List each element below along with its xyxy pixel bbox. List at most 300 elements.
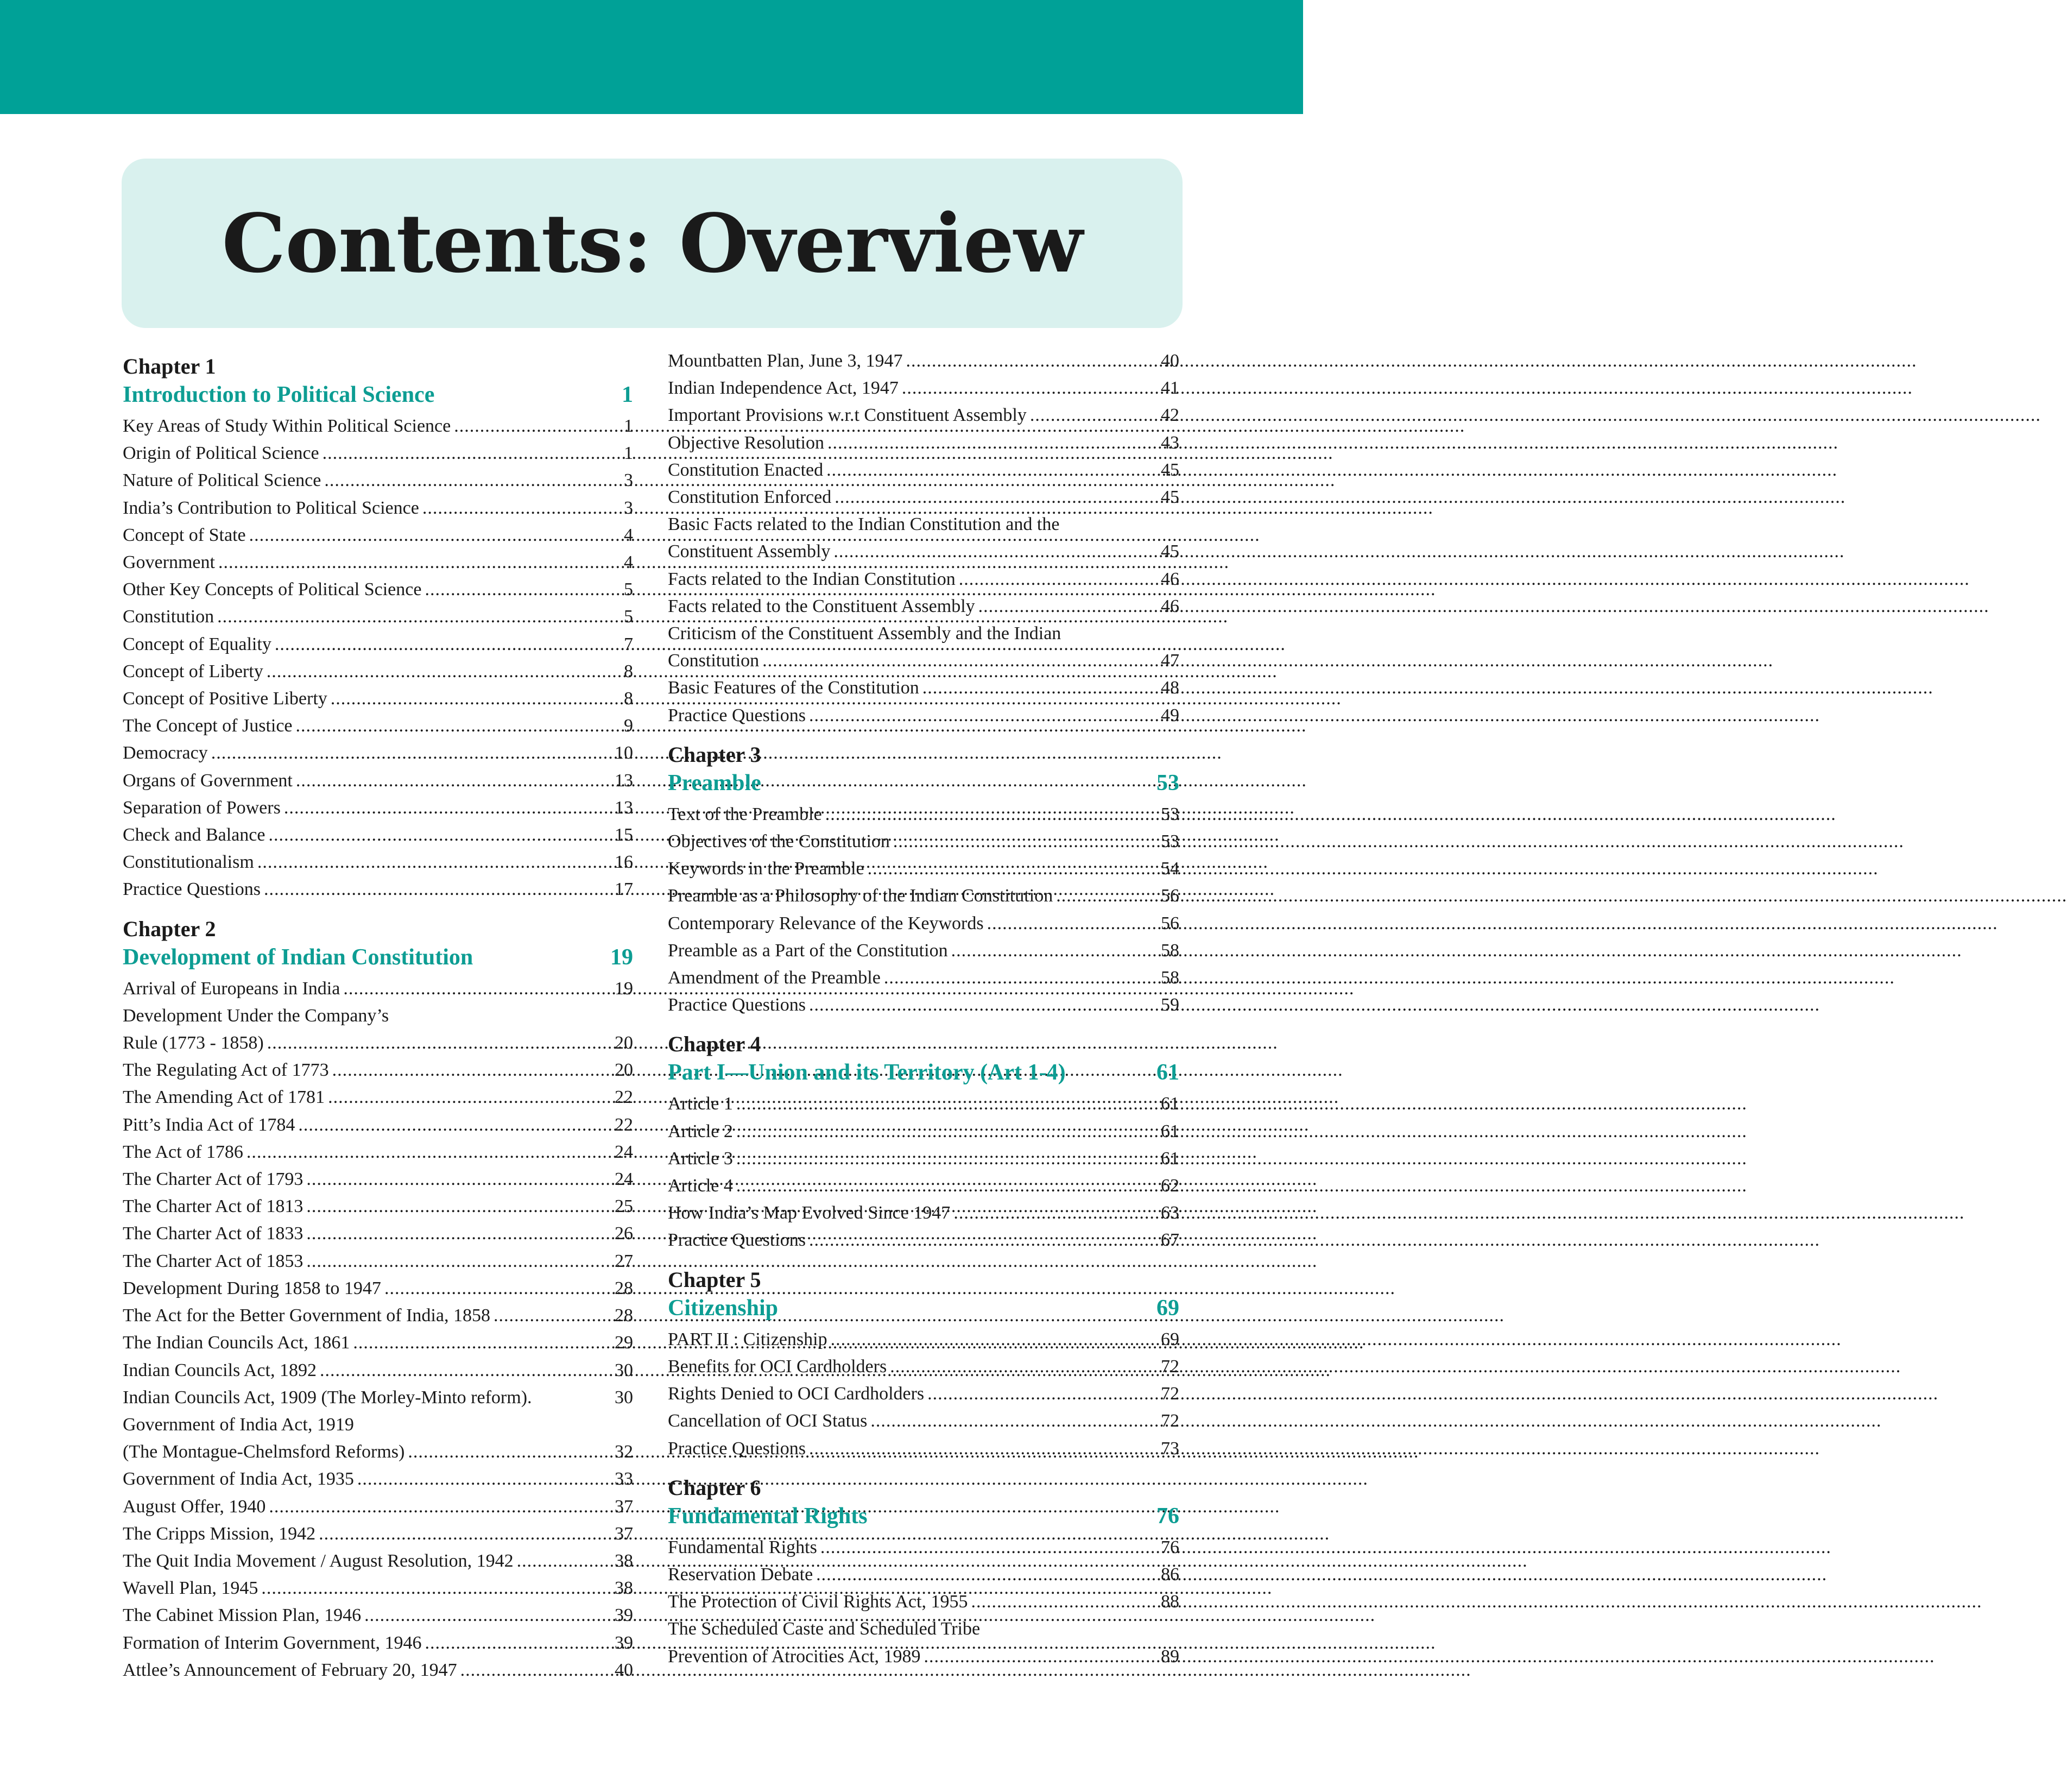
- toc-entry-title: Fundamental Rights: [668, 1537, 817, 1557]
- dot-leader: [320, 1357, 611, 1384]
- dot-leader: [460, 1657, 611, 1684]
- toc-entry-page: 40: [1161, 351, 1179, 371]
- toc-entry-page: 8: [624, 689, 633, 709]
- toc-entry-title: Other Key Concepts of Political Science: [123, 579, 422, 600]
- toc-entry[interactable]: [123, 1520, 633, 1548]
- toc-entry-title: The Protection of Civil Rights Act, 1955: [668, 1592, 968, 1612]
- section-gap: [668, 1019, 1179, 1025]
- toc-entry-page: 17: [615, 879, 633, 900]
- toc-entry-page: 69: [1161, 1329, 1179, 1349]
- toc-entry[interactable]: [123, 549, 633, 576]
- toc-entry-page: 9: [624, 716, 633, 736]
- toc-entry[interactable]: [123, 1329, 633, 1356]
- toc-entry-title: Constitution Enforced: [668, 487, 832, 508]
- dot-leader: [884, 964, 1158, 992]
- dot-leader: [1056, 882, 1158, 910]
- toc-entry-page: 54: [1161, 859, 1179, 879]
- dot-leader: [296, 712, 621, 740]
- dot-leader: [924, 1643, 1158, 1670]
- dot-leader: [306, 1193, 611, 1220]
- dot-leader: [927, 1380, 1158, 1408]
- toc-entry-title: Constitution: [123, 607, 214, 627]
- toc-entry[interactable]: [123, 1575, 633, 1602]
- toc-entry-page: 38: [615, 1578, 633, 1599]
- toc-entry[interactable]: [123, 413, 633, 440]
- toc-entry-title: Cancellation of OCI Status: [668, 1411, 868, 1431]
- toc-entry[interactable]: [123, 876, 633, 903]
- toc-entry[interactable]: [668, 1380, 1179, 1408]
- toc-entry-page: 24: [615, 1141, 633, 1162]
- toc-entry-title: Check and Balance: [123, 825, 266, 845]
- toc-entry-title: Arrival of Europeans in India: [123, 978, 340, 999]
- toc-entry-page: 61: [1161, 1148, 1179, 1169]
- toc-entry[interactable]: [668, 566, 1179, 593]
- toc-entry-title: Origin of Political Science: [123, 443, 319, 464]
- toc-entry[interactable]: [123, 1302, 633, 1329]
- contents-left-column: [123, 348, 633, 1684]
- toc-entry-title: Formation of Interim Government, 1946: [123, 1632, 422, 1653]
- dot-leader: [1030, 402, 1158, 429]
- toc-entry[interactable]: [123, 1166, 633, 1193]
- toc-entry[interactable]: [123, 849, 633, 876]
- toc-entry-page: 5: [624, 579, 633, 600]
- toc-entry[interactable]: [123, 740, 633, 767]
- toc-entry-page: 61: [1161, 1121, 1179, 1141]
- toc-entry-page: 28: [615, 1278, 633, 1298]
- toc-entry-title: Indian Councils Act, 1892: [123, 1360, 317, 1380]
- toc-entry-page: 20: [615, 1060, 633, 1081]
- dot-leader: [323, 440, 621, 467]
- toc-entry-title: Facts related to the Constituent Assembly: [668, 596, 975, 616]
- toc-entry-title: The Concept of Justice: [123, 716, 293, 736]
- toc-entry[interactable]: [123, 1630, 633, 1657]
- dot-leader: [809, 702, 1158, 729]
- dot-leader: [249, 522, 621, 549]
- toc-entry-page: 89: [1161, 1646, 1179, 1667]
- toc-entry-page: 32: [615, 1442, 633, 1462]
- toc-entry-page: 67: [1161, 1230, 1179, 1251]
- chapter-page: 69: [1156, 1295, 1179, 1321]
- chapter-page: 53: [1156, 770, 1179, 796]
- toc-entry-page: 15: [615, 825, 633, 845]
- toc-entry[interactable]: [668, 1145, 1179, 1172]
- dot-leader: [275, 631, 621, 658]
- toc-entry-title: Text of the Preamble: [668, 804, 822, 824]
- toc-entry-title: Contemporary Relevance of the Keywords: [668, 913, 984, 933]
- toc-entry-title: Pitt’s India Act of 1784: [123, 1114, 295, 1135]
- toc-entry-page: 76: [1161, 1537, 1179, 1557]
- dot-leader: [284, 794, 611, 822]
- toc-entry[interactable]: [668, 1353, 1179, 1380]
- toc-entry-page: 16: [615, 852, 633, 873]
- toc-entry-page: 39: [615, 1605, 633, 1626]
- toc-entry[interactable]: [668, 1435, 1179, 1462]
- toc-entry[interactable]: [123, 1357, 633, 1384]
- chapter-title-link[interactable]: [668, 1293, 1179, 1323]
- toc-entry-page: 20: [615, 1033, 633, 1053]
- toc-entry-page: 22: [615, 1114, 633, 1135]
- toc-entry-title: Benefits for OCI Cardholders: [668, 1356, 887, 1377]
- dot-leader: [217, 603, 621, 630]
- toc-entry-title: Key Areas of Study Within Political Science: [123, 416, 451, 436]
- toc-entry-title: The Cabinet Mission Plan, 1946: [123, 1605, 362, 1626]
- toc-entry-title: Practice Questions: [668, 1230, 806, 1251]
- toc-entry[interactable]: [123, 522, 633, 549]
- toc-entry[interactable]: [123, 767, 633, 794]
- toc-entry[interactable]: [123, 1112, 633, 1139]
- toc-entry-page: 59: [1161, 995, 1179, 1015]
- toc-entry-page: 10: [615, 743, 633, 764]
- toc-entry-title: Article 4: [668, 1176, 733, 1196]
- toc-entry-page: 37: [615, 1496, 633, 1517]
- toc-entry[interactable]: [668, 430, 1179, 457]
- toc-entry[interactable]: [668, 484, 1179, 511]
- dot-leader: [425, 576, 621, 603]
- toc-entry-title: Concept of Equality: [123, 634, 271, 654]
- toc-entry[interactable]: [123, 975, 633, 1002]
- toc-entry-page: 22: [615, 1087, 633, 1108]
- dot-leader: [809, 1435, 1158, 1462]
- toc-entry[interactable]: [123, 1057, 633, 1084]
- toc-entry-page: 86: [1161, 1564, 1179, 1585]
- toc-entry-line[interactable]: The Scheduled Caste and Scheduled Tribe: [668, 1619, 981, 1639]
- toc-entry[interactable]: [123, 822, 633, 849]
- chapter-title-link[interactable]: [668, 1058, 1179, 1087]
- chapter-title: Fundamental Rights: [668, 1503, 868, 1529]
- toc-entry-title: Keywords in the Preamble: [668, 859, 864, 879]
- dot-leader: [953, 1200, 1158, 1227]
- toc-entry-page: 13: [615, 797, 633, 818]
- dot-leader: [306, 1220, 611, 1247]
- toc-entry-page: 39: [615, 1632, 633, 1653]
- toc-entry[interactable]: [668, 992, 1179, 1019]
- toc-entry[interactable]: [123, 1548, 633, 1575]
- toc-entry-page: 30: [615, 1387, 633, 1408]
- toc-entry-line[interactable]: Development Under the Company’s: [123, 1005, 389, 1026]
- toc-entry[interactable]: [668, 375, 1179, 402]
- toc-entry[interactable]: [668, 1561, 1179, 1588]
- toc-entry-title: Constitution: [668, 651, 760, 671]
- dot-leader: [517, 1548, 611, 1575]
- toc-entry-title: Organs of Government: [123, 770, 293, 791]
- toc-entry-page: 5: [624, 607, 633, 627]
- dot-leader: [762, 647, 1158, 674]
- dot-leader: [736, 1118, 1158, 1145]
- chapter-title-link[interactable]: [123, 943, 633, 972]
- toc-entry[interactable]: [123, 1248, 633, 1275]
- toc-entry[interactable]: [668, 1588, 1179, 1616]
- toc-entry[interactable]: [123, 712, 633, 740]
- dot-leader: [296, 767, 611, 794]
- toc-entry-title: Constituent Assembly: [668, 541, 831, 562]
- toc-entry-title: Development During 1858 to 1947: [123, 1278, 381, 1298]
- toc-entry-page: 45: [1161, 541, 1179, 562]
- toc-entry-page: 38: [615, 1550, 633, 1571]
- toc-entry-title: The Charter Act of 1853: [123, 1251, 304, 1271]
- toc-entry[interactable]: [668, 964, 1179, 992]
- toc-entry[interactable]: [123, 658, 633, 685]
- toc-entry[interactable]: [668, 1534, 1179, 1561]
- chapter-title-link[interactable]: [668, 1501, 1179, 1531]
- dot-leader: [816, 1561, 1158, 1588]
- toc-entry[interactable]: [123, 1493, 633, 1520]
- dot-leader: [809, 1227, 1158, 1254]
- dot-leader: [328, 1084, 611, 1111]
- toc-entry[interactable]: [668, 937, 1179, 964]
- chapter-title: Introduction to Political Science: [123, 382, 435, 407]
- toc-entry[interactable]: [668, 674, 1179, 702]
- toc-entry[interactable]: [123, 1384, 633, 1411]
- header-band: [0, 0, 1303, 114]
- toc-entry-title: Article 3: [668, 1148, 733, 1169]
- toc-entry-title: Basic Features of the Constitution: [668, 678, 919, 698]
- toc-entry-title: Government of India Act, 1935: [123, 1469, 354, 1490]
- toc-entry-title: The Quit India Movement / August Resolution, 1942: [123, 1550, 514, 1571]
- toc-entry-page: 58: [1161, 940, 1179, 961]
- toc-entry-page: 53: [1161, 804, 1179, 824]
- toc-entry-title: Indian Councils Act, 1909 (The Morley-Minto reform).: [123, 1387, 532, 1408]
- toc-entry[interactable]: [668, 1172, 1179, 1200]
- dot-leader: [494, 1302, 611, 1329]
- dot-leader: [267, 1030, 611, 1057]
- toc-entry-page: 19: [615, 978, 633, 999]
- toc-entry-title: Concept of State: [123, 525, 246, 545]
- toc-entry-page: 46: [1161, 569, 1179, 589]
- toc-entry[interactable]: [668, 348, 1179, 375]
- dot-leader: [298, 1112, 611, 1139]
- toc-entry-title: Wavell Plan, 1945: [123, 1578, 258, 1599]
- dot-leader: [959, 566, 1158, 593]
- chapter-number: Chapter 6: [668, 1475, 761, 1500]
- toc-entry-title: The Regulating Act of 1773: [123, 1060, 329, 1081]
- dot-leader: [306, 1248, 611, 1275]
- toc-entry-page: 26: [615, 1223, 633, 1244]
- toc-entry-title: Indian Independence Act, 1947: [668, 378, 899, 399]
- toc-entry[interactable]: [668, 538, 1179, 565]
- toc-entry-page: 72: [1161, 1411, 1179, 1431]
- toc-entry[interactable]: [123, 603, 633, 630]
- dot-leader: [835, 484, 1158, 511]
- toc-entry[interactable]: [668, 402, 1179, 429]
- toc-entry[interactable]: [123, 1030, 633, 1057]
- toc-entry[interactable]: [123, 1139, 633, 1166]
- toc-entry-page: 3: [624, 470, 633, 491]
- toc-entry-title: Practice Questions: [668, 1438, 806, 1459]
- dot-leader: [987, 910, 1158, 937]
- chapter-number: Chapter 2: [123, 916, 216, 941]
- toc-entry-page: 88: [1161, 1592, 1179, 1612]
- toc-entry-title: Constitution Enacted: [668, 459, 824, 480]
- dot-leader: [306, 1166, 611, 1193]
- dot-leader: [736, 1172, 1158, 1200]
- toc-entry[interactable]: [123, 685, 633, 712]
- toc-entry-page: 37: [615, 1523, 633, 1544]
- toc-entry[interactable]: [668, 702, 1179, 729]
- toc-entry-page: 72: [1161, 1384, 1179, 1404]
- toc-entry[interactable]: [668, 1643, 1179, 1670]
- section-gap: [668, 1254, 1179, 1261]
- toc-entry-line[interactable]: Criticism of the Constituent Assembly and the Indian: [668, 623, 1061, 644]
- dot-leader: [736, 1145, 1158, 1172]
- toc-entry[interactable]: [668, 855, 1179, 882]
- toc-entry-page: 30: [615, 1360, 633, 1380]
- toc-entry[interactable]: [123, 1084, 633, 1111]
- toc-entry-page: 25: [615, 1196, 633, 1217]
- toc-entry-title: Objectives of the Constitution: [668, 831, 890, 852]
- toc-entry-title: The Act of 1786: [123, 1141, 243, 1162]
- toc-entry-page: 8: [624, 661, 633, 682]
- dot-leader: [971, 1588, 1158, 1616]
- toc-entry-title: Government: [123, 552, 215, 573]
- dot-leader: [890, 1353, 1158, 1380]
- dot-leader: [319, 1520, 611, 1548]
- toc-entry[interactable]: [668, 593, 1179, 620]
- chapter-title: Part I—Union and its Territory (Art 1-4): [668, 1060, 1066, 1086]
- toc-entry-page: 1: [624, 443, 633, 464]
- toc-entry-title: Important Provisions w.r.t Constituent Assembly: [668, 405, 1027, 426]
- toc-entry-title: Mountbatten Plan, June 3, 1947: [668, 351, 903, 371]
- toc-entry-page: 62: [1161, 1176, 1179, 1196]
- toc-entry-title: The Act for the Better Government of India, 1858: [123, 1305, 490, 1326]
- toc-entry[interactable]: [668, 801, 1179, 828]
- dot-leader: [902, 375, 1158, 402]
- toc-entry-title: Prevention of Atrocities Act, 1989: [668, 1646, 921, 1667]
- toc-entry[interactable]: [668, 647, 1179, 674]
- toc-entry-title: Concept of Liberty: [123, 661, 263, 682]
- toc-entry[interactable]: [123, 1657, 633, 1684]
- chapter-number: Chapter 4: [668, 1032, 761, 1057]
- toc-entry-page: 56: [1161, 886, 1179, 906]
- toc-entry-title: Facts related to the Indian Constitution: [668, 569, 956, 589]
- toc-entry[interactable]: [668, 457, 1179, 484]
- toc-entry-title: Article 2: [668, 1121, 733, 1141]
- toc-entry[interactable]: [668, 1408, 1179, 1435]
- toc-entry-page: 33: [615, 1469, 633, 1490]
- dot-leader: [951, 937, 1158, 964]
- toc-entry-title: (The Montague-Chelmsford Reforms): [123, 1442, 405, 1462]
- dot-leader: [422, 495, 621, 522]
- toc-entry-page: 49: [1161, 705, 1179, 725]
- toc-entry[interactable]: [668, 1227, 1179, 1254]
- toc-entry-line[interactable]: Basic Facts related to the Indian Constitution and the: [668, 514, 1060, 535]
- toc-entry-title: Constitutionalism: [123, 852, 254, 873]
- dot-leader: [825, 801, 1158, 828]
- toc-entry-page: 1: [624, 416, 633, 436]
- chapter-title: Citizenship: [668, 1295, 779, 1321]
- toc-entry[interactable]: [123, 794, 633, 822]
- chapter-title-link[interactable]: [123, 380, 633, 409]
- dot-leader: [267, 658, 621, 685]
- dot-leader: [870, 1408, 1158, 1435]
- toc-entry-page: 45: [1161, 459, 1179, 480]
- toc-entry[interactable]: [668, 1326, 1179, 1353]
- toc-entry[interactable]: [668, 828, 1179, 855]
- toc-entry-title: Reservation Debate: [668, 1564, 813, 1585]
- toc-entry-page: 63: [1161, 1203, 1179, 1223]
- toc-entry[interactable]: [123, 1220, 633, 1247]
- toc-entry-title: Preamble as a Philosophy of the Indian Constitution: [668, 886, 1053, 906]
- chapter-title-link[interactable]: [668, 768, 1179, 798]
- toc-entry[interactable]: [668, 1200, 1179, 1227]
- toc-entry-title: Objective Resolution: [668, 432, 825, 453]
- toc-entry[interactable]: [123, 1438, 633, 1466]
- toc-entry-page: 42: [1161, 405, 1179, 426]
- toc-entry[interactable]: [668, 882, 1179, 910]
- title-banner: [122, 159, 1183, 328]
- dot-leader: [820, 1534, 1158, 1561]
- dot-leader: [343, 975, 611, 1002]
- toc-entry[interactable]: [123, 631, 633, 658]
- dot-leader: [218, 549, 621, 576]
- chapter-page: 1: [622, 382, 633, 407]
- dot-leader: [257, 849, 611, 876]
- dot-leader: [331, 685, 621, 712]
- dot-leader: [261, 1575, 611, 1602]
- toc-entry[interactable]: [123, 1275, 633, 1302]
- toc-entry-title: Practice Questions: [668, 705, 806, 725]
- toc-entry-page: 4: [624, 525, 633, 545]
- section-gap: [668, 729, 1179, 736]
- toc-entry-page: 4: [624, 552, 633, 573]
- toc-entry-title: Democracy: [123, 743, 208, 764]
- toc-entry-title: Practice Questions: [123, 879, 261, 900]
- dot-leader: [332, 1057, 611, 1084]
- toc-entry-title: Attlee’s Announcement of February 20, 1947: [123, 1660, 457, 1680]
- toc-entry[interactable]: [123, 1193, 633, 1220]
- dot-leader: [408, 1438, 611, 1466]
- toc-entry-title: August Offer, 1940: [123, 1496, 266, 1517]
- dot-leader: [831, 1326, 1158, 1353]
- toc-entry-line[interactable]: Government of India Act, 1919: [123, 1414, 354, 1435]
- toc-entry-title: The Indian Councils Act, 1861: [123, 1333, 350, 1353]
- toc-entry-page: 61: [1161, 1094, 1179, 1114]
- toc-entry-title: India’s Contribution to Political Science: [123, 497, 419, 518]
- dot-leader: [833, 538, 1158, 565]
- toc-entry[interactable]: [123, 1466, 633, 1493]
- toc-entry-page: 73: [1161, 1438, 1179, 1459]
- toc-entry-title: Nature of Political Science: [123, 470, 321, 491]
- dot-leader: [454, 413, 621, 440]
- toc-entry[interactable]: [123, 467, 633, 494]
- toc-entry-title: Separation of Powers: [123, 797, 281, 818]
- toc-entry[interactable]: [668, 1090, 1179, 1118]
- toc-entry-title: The Cripps Mission, 1942: [123, 1523, 316, 1544]
- chapter-page: 76: [1156, 1503, 1179, 1529]
- toc-entry-title: Practice Questions: [668, 995, 806, 1015]
- dot-leader: [827, 430, 1158, 457]
- dot-leader: [324, 467, 621, 494]
- toc-entry-title: Preamble as a Part of the Constitution: [668, 940, 948, 961]
- toc-entry[interactable]: [123, 1602, 633, 1629]
- dot-leader: [384, 1275, 611, 1302]
- toc-entry[interactable]: [123, 495, 633, 522]
- toc-entry-page: 47: [1161, 651, 1179, 671]
- toc-entry-page: 58: [1161, 968, 1179, 988]
- dot-leader: [357, 1466, 611, 1493]
- toc-entry[interactable]: [123, 576, 633, 603]
- toc-entry-title: The Charter Act of 1793: [123, 1169, 304, 1190]
- toc-entry-page: 13: [615, 770, 633, 791]
- toc-entry-title: The Charter Act of 1833: [123, 1223, 304, 1244]
- toc-entry[interactable]: [668, 1118, 1179, 1145]
- toc-entry[interactable]: [668, 910, 1179, 937]
- section-gap: [668, 1462, 1179, 1469]
- chapter-number: Chapter 5: [668, 1267, 761, 1292]
- dot-leader: [906, 348, 1158, 375]
- toc-entry-title: The Charter Act of 1813: [123, 1196, 304, 1217]
- toc-entry[interactable]: [123, 440, 633, 467]
- dot-leader: [246, 1139, 611, 1166]
